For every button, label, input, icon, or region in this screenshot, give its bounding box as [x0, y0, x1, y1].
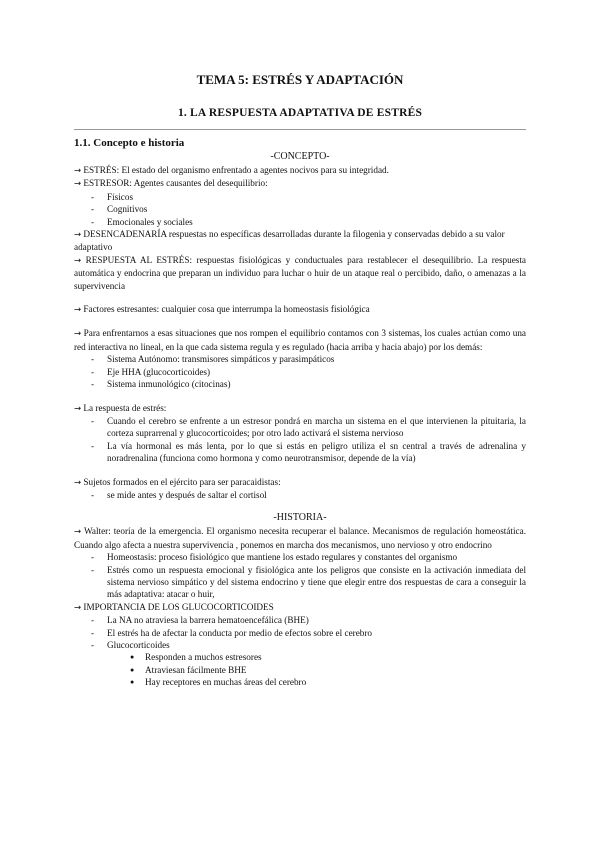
arrow-icon: →: [74, 166, 82, 176]
arrow-icon: →: [74, 602, 82, 613]
list-item: - El estrés ha de afectar la conducta por medio de efectos sobre el cerebro: [74, 627, 526, 639]
arrow-icon: →: [74, 403, 82, 414]
estresor-definition: → ESTRESOR: Agentes causantes del desequilibrio:: [74, 178, 268, 190]
sujetos-list: [74, 489, 526, 501]
horizontal-divider: [74, 129, 526, 130]
importancia-heading: → IMPORTANCIA DE LOS GLUCOCORTICOIDES: [74, 601, 274, 613]
estresor-list: [74, 191, 526, 228]
arrow-icon: →: [74, 527, 82, 538]
arrow-icon: →: [74, 255, 82, 266]
arrow-icon: →: [74, 305, 82, 316]
list-item: - La vía hormonal es más lenta, por lo que si estás en peligro utiliza el sn central a través de adrenalina y noradrenalina (funciona como hormona y como neurotransmisor, depende de la vía): [74, 440, 526, 465]
list-item: - Cognitivos: [74, 203, 526, 215]
arrow-icon: →: [74, 230, 82, 241]
estres-definition: → ESTRÉS: El estado del organismo enfrentado a agentes nocivos para su integridad.: [74, 165, 389, 176]
sistemas-list: [74, 353, 526, 390]
list-item: - Estrés como un respuesta emocional y fisiológica ante los peligros que consiste en la activación inmediata del sistema nervioso simpático y del sistema endocrino y tiene que elegir entre dos respuestas de cara a conseguir la más adaptativa: atacar o huir,: [74, 564, 526, 601]
list-item: ● Hay receptores en muchas áreas del cerebro: [74, 676, 526, 688]
walter-paragraph: → Walter: teoría de la emergencia. El organismo necesita recuperar el balance. Mecanismos de regulación homeostática. Cuando algo afecta a nuestra supervivencia , ponemos en marcha dos mecanismos, uno nervioso y otro endocrino: [74, 526, 526, 550]
list-item: - Sistema Autónomo: transmisores simpáticos y parasimpáticos: [74, 353, 526, 365]
list-item: ● Responden a muchos estresores: [74, 651, 526, 663]
arrow-icon: →: [74, 329, 82, 340]
list-item: - Sistema inmunológico (citocinas): [74, 378, 526, 390]
factores-paragraph: → Factores estresantes: cualquier cosa que interrumpa la homeostasis fisiológica: [74, 304, 370, 316]
list-item: - Físicos: [74, 191, 526, 203]
historia-heading: -HISTORIA-: [273, 512, 327, 524]
list-item: ● Atraviesan fácilmente BHE: [74, 664, 526, 676]
desencadenaria-paragraph: → DESENCADENARÍA respuestas no específicas desarrolladas durante la filogenia y conservadas debido a su valor adaptativo: [74, 229, 505, 253]
historia-list: [74, 551, 526, 601]
respuesta-label: → La respuesta de estrés:: [74, 402, 167, 414]
respuesta-list: [74, 415, 526, 465]
subsection-heading: 1.1. Concepto e historia: [74, 137, 185, 149]
list-item: - Cuando el cerebro se enfrente a un estresor pondrá en marcha un sistema en el que intervienen la pituitaria, la corteza suprarrenal y glucocorticoides; por otro lado activará el sistema nervioso: [74, 415, 526, 440]
importancia-list: [74, 614, 526, 651]
list-item: - Glucocorticoides: [74, 639, 526, 651]
respuesta-estres-paragraph: → RESPUESTA AL ESTRÉS: respuestas fisiológicas y conductuales para restablecer el desequilibrio. La respuesta automática y endocrina que preparan un individuo para luchar o huir de un ataque real o percibido, daño, o amenazas a la supervivencia: [74, 254, 526, 291]
list-item: - La NA no atraviesa la barrera hematoencefálica (BHE): [74, 614, 526, 626]
list-item: - Emocionales y sociales: [74, 216, 526, 228]
sujetos-paragraph: → Sujetos formados en el ejército para ser paracaidistas:: [74, 476, 281, 488]
concepto-heading: -CONCEPTO-: [270, 151, 330, 162]
glucocorticoides-list: [74, 651, 526, 688]
list-item: - Homeostasis: proceso fisiológico que mantiene los estado regulares y constantes del organismo: [74, 551, 526, 563]
sistemas-paragraph: → Para enfrentarnos a esas situaciones que nos rompen el equilibrio contamos con 3 sistemas, los cuales actúan como una red interactiva no lineal, en la que cada sistema regula y es regulado (hacia arriba y hacia abajo) por los demás:: [74, 328, 526, 352]
list-item: - se mide antes y después de saltar el cortisol: [74, 489, 526, 501]
document-body: [74, 136, 526, 689]
arrow-icon: →: [74, 477, 82, 488]
arrow-icon: →: [74, 179, 82, 190]
list-item: - Eje HHA (glucocorticoides): [74, 366, 526, 378]
document-title: TEMA 5: ESTRÉS Y ADAPTACIÓN: [196, 72, 404, 87]
section-title: 1. LA RESPUESTA ADAPTATIVA DE ESTRÉS: [177, 107, 423, 119]
